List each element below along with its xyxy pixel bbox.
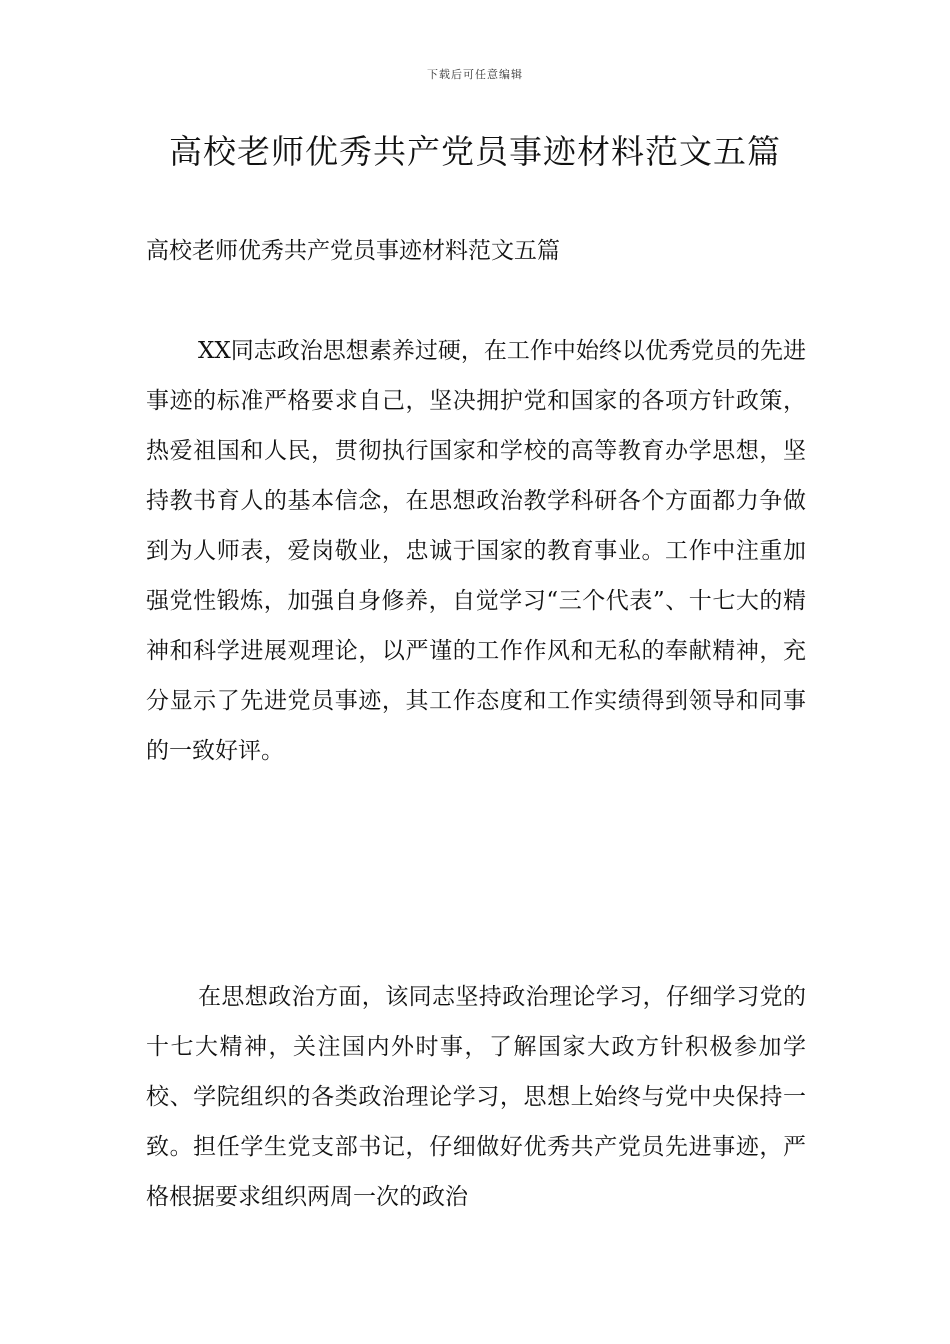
document-title: 高校老师优秀共产党员事迹材料范文五篇 [169, 132, 781, 171]
document-subtitle: 高校老师优秀共产党员事迹材料范文五篇 [146, 238, 560, 264]
paragraph-1: XX同志政治思想素养过硬，在工作中始终以优秀党员的先进事迹的标准严格要求自己，坚决拥护党和国家的各项方针政策，热爱祖国和人民，贯彻执行国家和学校的高等教育办学思想，坚持教书育人的基本信念，在思想政治教学科研各个方面都力争做到为人师表，爱岗敬业，忠诚于国家的教育事业。工作中注重加强党性锻炼，加强自身修养，自觉学习“三个代表”、十七大的精神和科学进展观理论，以严谨的工作作风和无私的奉献精神，充分显示了先进党员事迹，其工作态度和工作实绩得到领导和同事的一致好评。 [146, 338, 806, 764]
header-note: 下载后可任意编辑 [427, 68, 523, 81]
paragraph-2: 在思想政治方面，该同志坚持政治理论学习，仔细学习党的十七大精神，关注国内外时事，了解国家大政方针积极参加学校、学院组织的各类政治理论学习，思想上始终与党中央保持一致。担任学生党支部书记，仔细做好优秀共产党员先进事迹，严格根据要求组织两周一次的政治 [146, 984, 806, 1210]
